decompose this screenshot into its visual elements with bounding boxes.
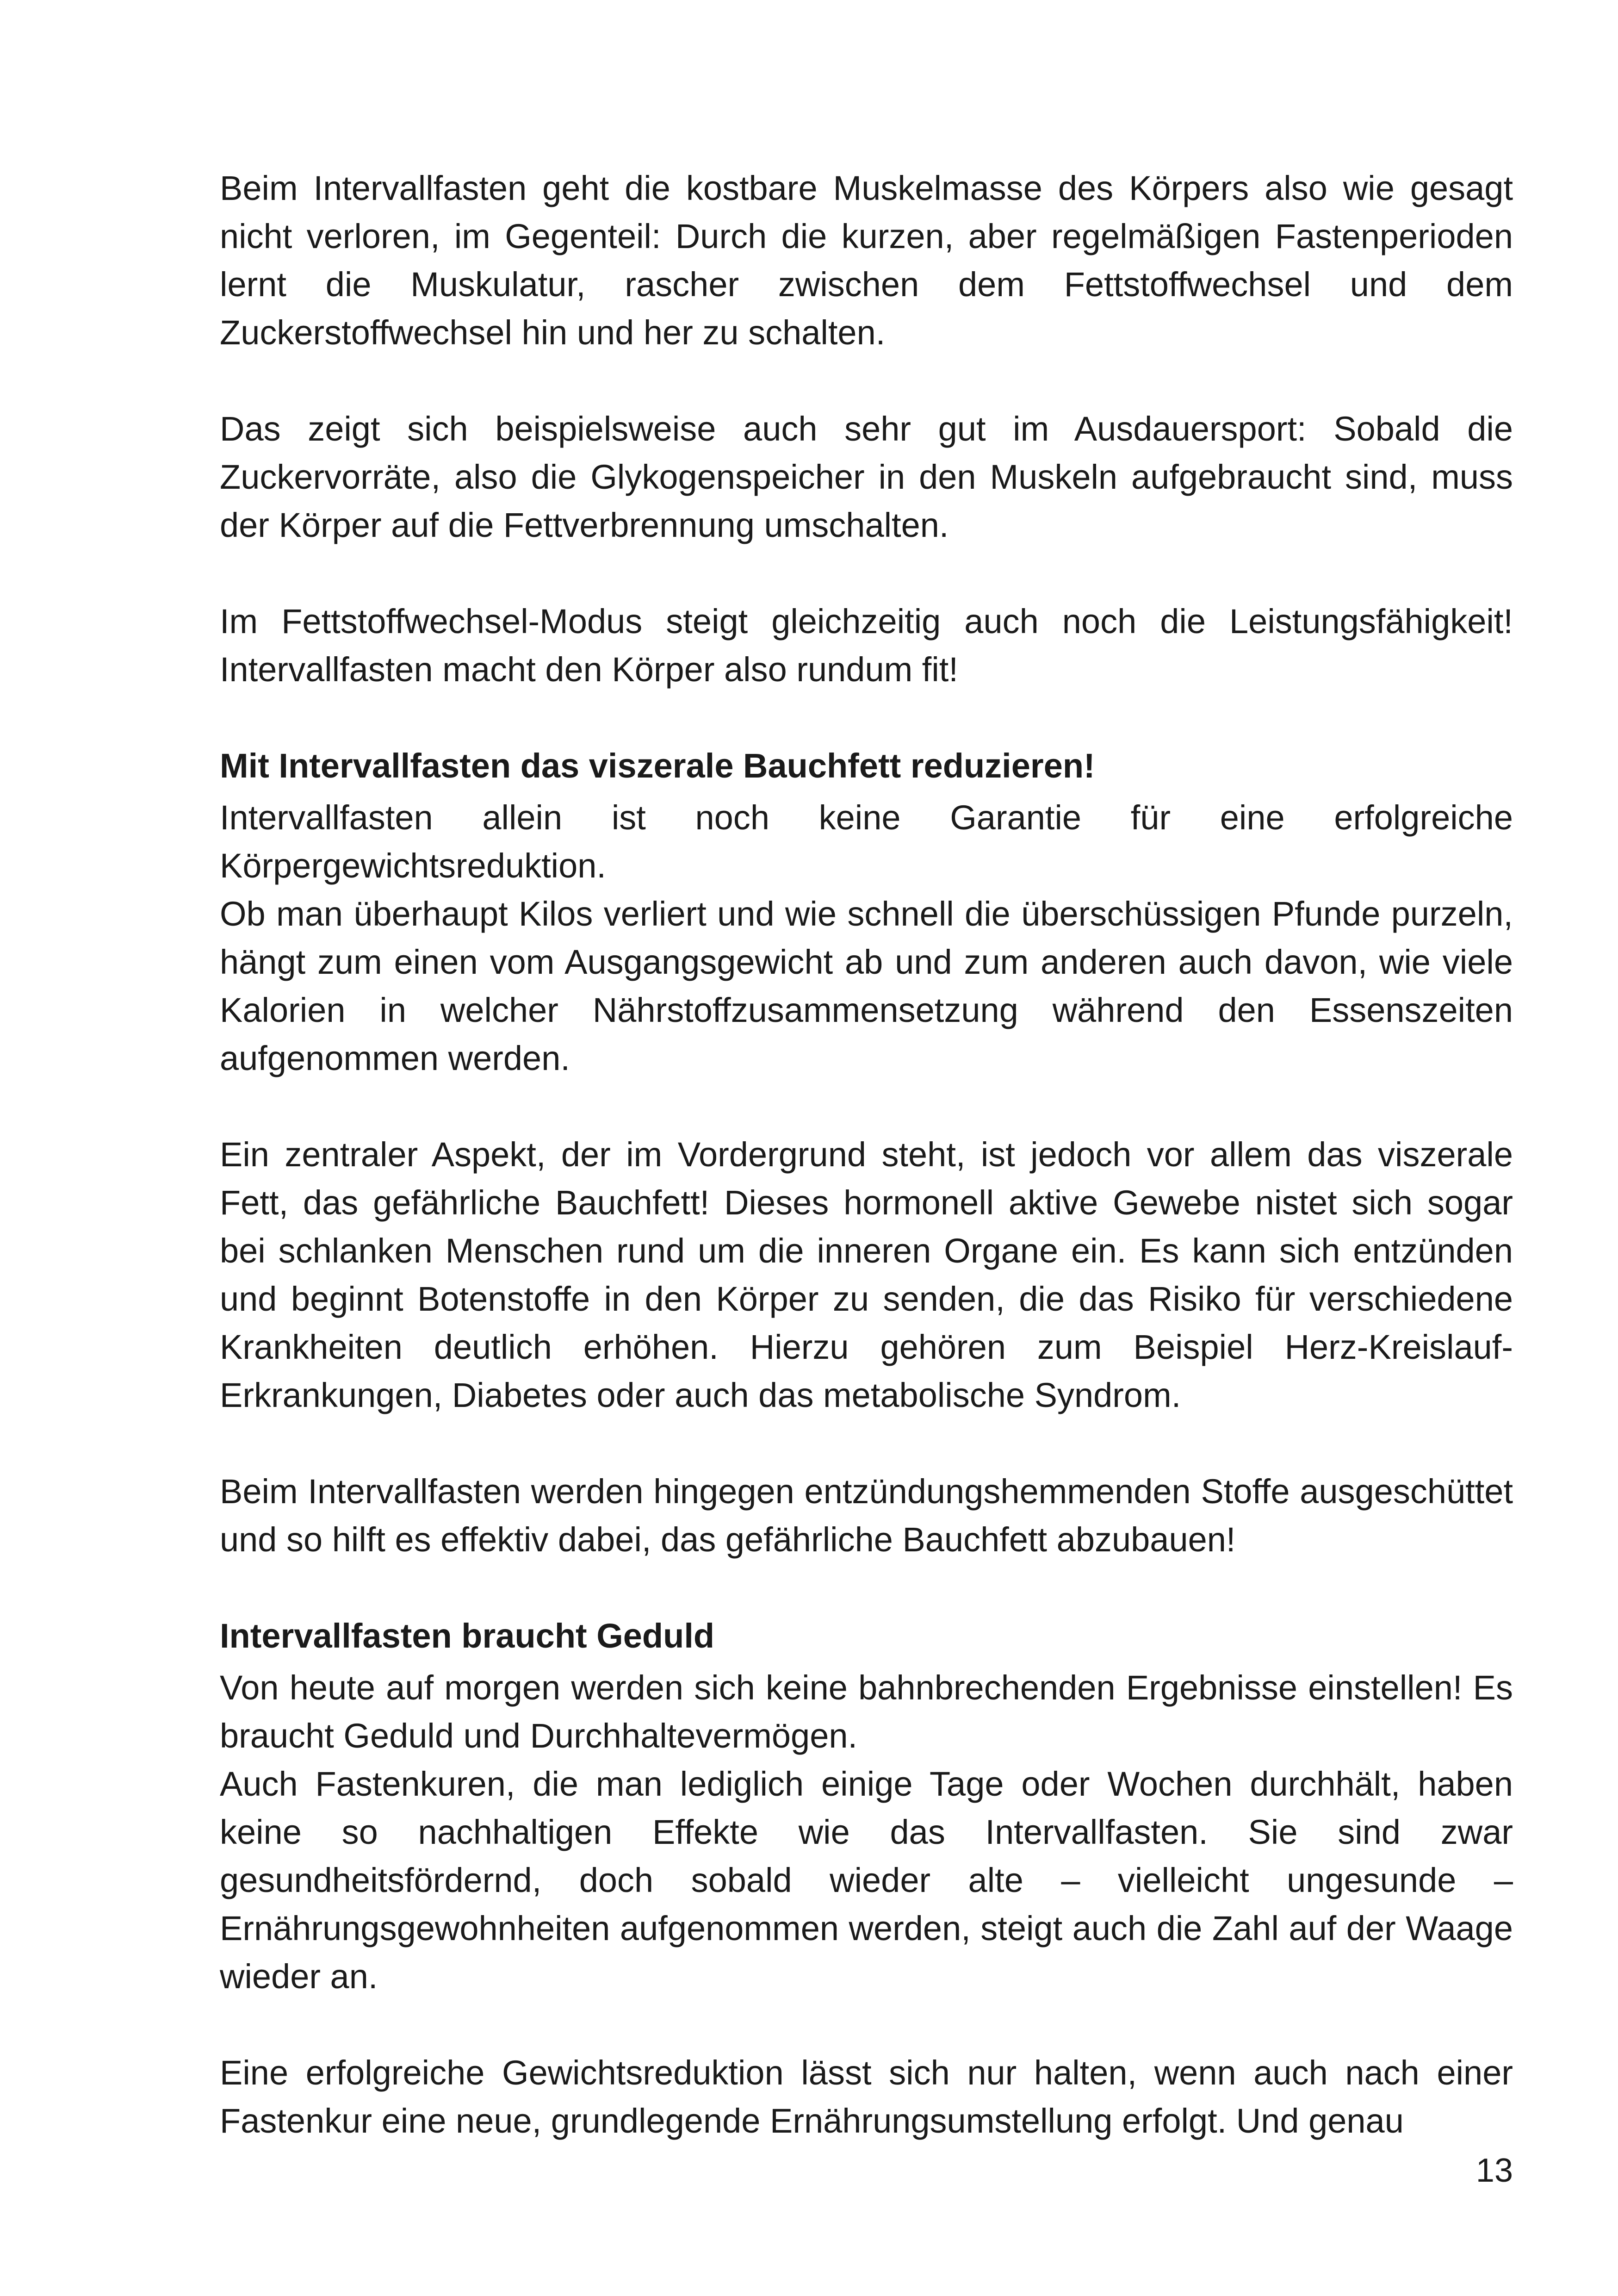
- paragraph-endurance-sport: Das zeigt sich beispielsweise auch sehr gut im Ausdauersport: Sobald die Zuckervorräte, also die Glykogenspeicher in den Muskeln aufgebraucht sind, muss der Körper auf die Fettverbrennung umschalten.: [220, 410, 1513, 544]
- paragraph-anti-inflammatory: Beim Intervallfasten werden hingegen entzündungshemmenden Stoffe ausgeschüttet und so hilft es effektiv dabei, das gefährliche Bauchfett abzubauen!: [220, 1472, 1513, 1559]
- paragraph-no-guarantee: Intervallfasten allein ist noch keine Garantie für eine erfolgreiche Körpergewichtsreduktion.: [220, 798, 1513, 885]
- section-heading-visceral-fat: Mit Intervallfasten das viszerale Bauchfett reduzieren!: [220, 747, 1095, 785]
- paragraph-performance: Im Fettstoffwechsel-Modus steigt gleichzeitig auch noch die Leistungsfähigkeit! Intervallfasten macht den Körper also rundum fit!: [220, 602, 1513, 689]
- paragraph-patience: Von heute auf morgen werden sich keine bahnbrechenden Ergebnisse einstellen! Es braucht Geduld und Durchhaltevermögen.: [220, 1668, 1513, 1755]
- section-heading-patience: Intervallfasten braucht Geduld: [220, 1617, 715, 1655]
- paragraph-fasting-cures: Auch Fastenkuren, die man lediglich einige Tage oder Wochen durchhält, haben keine so nachhaltigen Effekte wie das Intervallfasten. Sie sind zwar gesundheitsfördernd, doch sobald wieder alte – vielleicht ungesunde – Ernährungsgewohnheiten aufgenommen werden, steigt auch die Zahl auf der Waage wieder an.: [220, 1765, 1513, 1996]
- paragraph-muscle-mass: Beim Intervallfasten geht die kostbare Muskelmasse des Körpers also wie gesagt nicht verloren, im Gegenteil: Durch die kurzen, aber regelmäßigen Fastenperioden lernt die Muskulatur, rascher zwischen dem Fettstoffwechsel und dem Zuckerstoffwechsel hin und her zu schalten.: [220, 169, 1513, 352]
- paragraph-visceral-fat: Ein zentraler Aspekt, der im Vordergrund steht, ist jedoch vor allem das viszerale Fett, das gefährliche Bauchfett! Dieses hormonell aktive Gewebe nistet sich sogar bei schlanken Menschen rund um die inneren Organe ein. Es kann sich entzünden und beginnt Botenstoffe in den Körper zu senden, die das Risiko für verschiedene Krankheiten deutlich erhöhen. Hierzu gehören zum Beispiel Herz-Kreislauf-Erkrankungen, Diabetes oder auch das metabolische Syndrom.: [220, 1135, 1513, 1414]
- page-content: [220, 164, 1513, 2145]
- paragraph-diet-change: Eine erfolgreiche Gewichtsreduktion lässt sich nur halten, wenn auch nach einer Fastenkur eine neue, grundlegende Ernährungsumstellung erfolgt. Und genau: [220, 2053, 1513, 2140]
- page-number: 13: [1475, 2152, 1513, 2189]
- paragraph-weight-loss-factors: Ob man überhaupt Kilos verliert und wie schnell die überschüssigen Pfunde purzeln, hängt zum einen vom Ausgangsgewicht ab und zum anderen auch davon, wie viele Kalorien in welcher Nährstoffzusammensetzung während den Essenszeiten aufgenommen werden.: [220, 895, 1513, 1077]
